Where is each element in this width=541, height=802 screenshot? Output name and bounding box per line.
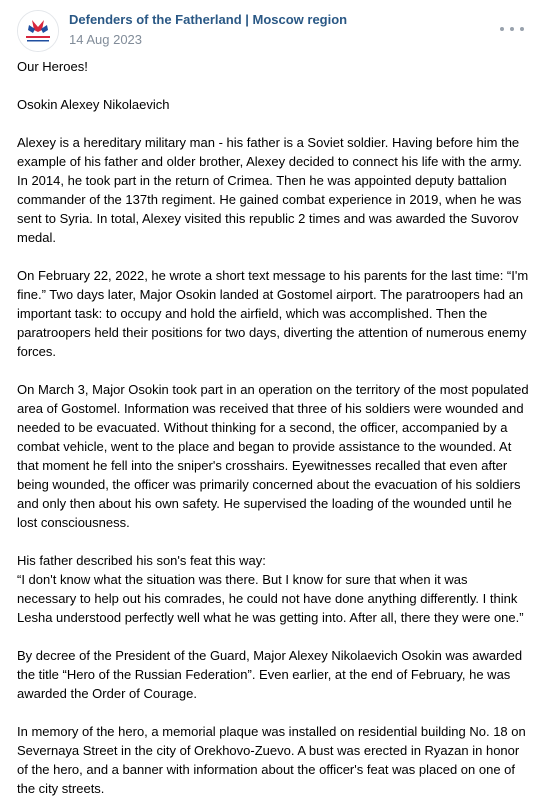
more-horizontal-icon (500, 27, 504, 31)
more-options-button[interactable] (500, 22, 524, 36)
organization-logo-icon (18, 11, 58, 51)
post-paragraph: Alexey is a hereditary military man - his father is a Soviet soldier. Having before him the example of his father and older brother, Alexey decided to connect his life with the army. In 2014, he took part in the return of Crimea. Then he was appointed deputy battalion commander of the 137th regiment. He gained combat experience in 2019, when he was sent to Syria. In total, Alexey visited this republic 2 times and was awarded the Suvorov medal. (17, 135, 522, 245)
group-avatar[interactable] (17, 10, 59, 52)
post-text (17, 57, 529, 798)
post-paragraph: In memory of the hero, a memorial plaque was installed on residential building No. 18 on Severnaya Street in the city of Orekhovo-Zuevo. A bust was erected in Ryazan in honor of the hero, and a banner with information about the officer's feat was placed on one of the city streets. (17, 724, 526, 796)
more-horizontal-icon (520, 27, 524, 31)
post-paragraph: On March 3, Major Osokin took part in an operation on the territory of the most populated area of Gostomel. Information was received that three of his soldiers were wounded and needed to be evacuated. Without thinking for a second, the officer, accompanied by a combat vehicle, went to the place and began to provide assistance to the wounded. At that moment he fell into the sniper's crosshairs. Eyewitnesses recalled that even after being wounded, the officer was primarily concerned about the evacuation of his soldiers and only then about his own safety. He supervised the loading of the wounded until he lost consciousness. (17, 382, 529, 530)
more-horizontal-icon (510, 27, 514, 31)
post-paragraph-hero-name: Osokin Alexey Nikolaevich (17, 97, 170, 112)
post-paragraph: By decree of the President of the Guard, Major Alexey Nikolaevich Osokin was awarded the title “Hero of the Russian Federation”. Even earlier, at the end of February, he was awarded the Order of Courage. (17, 648, 523, 701)
post-date[interactable]: 14 Aug 2023 (69, 32, 143, 47)
post-paragraph-quote: His father described his son's feat this way: “I don't know what the situation was there. But I know for sure that when it was necessary to help out his comrades, he could not have done anything differently. I think Lesha understood perfectly well what he was getting into. After all, there they were one.” (17, 553, 524, 625)
post-header (0, 0, 541, 60)
post-paragraph: On February 22, 2022, he wrote a short text message to his parents for the last time: “I'm fine.” Two days later, Major Osokin landed at Gostomel airport. The paratroopers had an important task: to occupy and hold the airfield, which was accomplished. Then the paratroopers held their positions for two days, diverting the attention of numerous enemy forces. (17, 268, 529, 359)
post-paragraph-heading: Our Heroes! (17, 59, 88, 74)
group-name-link[interactable]: Defenders of the Fatherland | Moscow region (69, 12, 348, 27)
